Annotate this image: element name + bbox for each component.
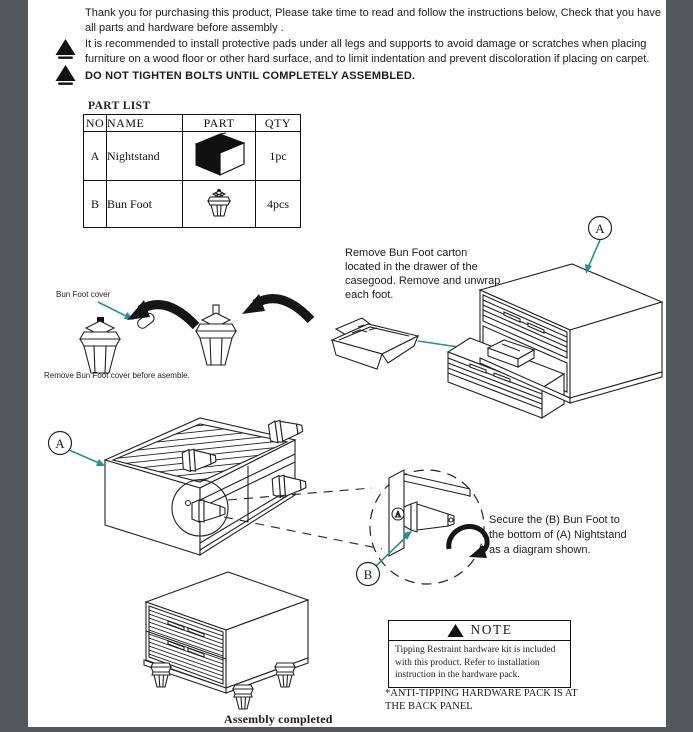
nightstand-upside-down-illustration [105, 418, 295, 555]
curved-arrow-icon [242, 294, 311, 320]
bun-foot-icon [206, 187, 232, 217]
row-b-qty: 4pcs [256, 181, 301, 228]
row-a-no: A [84, 132, 107, 181]
header-qty: QTY [256, 115, 301, 132]
bun-foot-installed [151, 663, 171, 687]
panel-label-a-text: A [395, 510, 401, 519]
assembly-completed-caption: Assembly completed [224, 712, 333, 726]
anti-tipping-note: *ANTI-TIPPING HARDWARE PACK IS AT THE BACK PANEL [385, 688, 578, 713]
foot-attachment-detail-illustration [370, 470, 487, 584]
secure-foot-instruction [489, 513, 659, 558]
note-title: NOTE [470, 622, 513, 637]
header-part: PART [183, 115, 256, 132]
rotate-clockwise-arrow-icon [449, 527, 487, 558]
bun-foot-with-cover [80, 317, 120, 373]
bun-foot-installed [275, 663, 295, 687]
warning-pads-text: It is recommended to install protective pads under all legs and supports to avoid damage or scratches when placing furniture on a wood floor or other hard surface, and to limit indentation and prevent discoloration if placing on carpet. [85, 38, 650, 65]
warning-triangle-icon [447, 623, 464, 638]
row-b-name: Bun Foot [107, 181, 183, 228]
table-row-nightstand [84, 132, 301, 181]
row-b-part [183, 181, 256, 228]
cover-removal-caption: Remove Bun Foot cover before asemble. [44, 371, 190, 380]
row-a-name: Nightstand [107, 132, 183, 181]
label-a-marker [49, 432, 106, 467]
bun-foot-cover-step-illustration [80, 294, 311, 373]
row-a-qty: 1pc [256, 132, 301, 181]
warning-triangle-icon [55, 38, 76, 60]
table-row-bun-foot [84, 181, 301, 228]
carton-box-icon [190, 132, 248, 176]
bun-foot-being-attached [404, 502, 454, 532]
secure-line-1: Secure the (B) Bun Foot to [489, 514, 620, 526]
note-header [389, 621, 570, 641]
note-body-text: Tipping Restraint hardware kit is included with this product. Refer to installation instruction in the hardware pack. [395, 645, 556, 681]
bun-foot-cover-label: Bun Foot cover [56, 290, 111, 299]
warning-bolts-text: DO NOT TIGHTEN BOLTS UNTIL COMPLETELY ASSEMBLED. [85, 70, 416, 82]
row-a-part [183, 132, 256, 181]
label-b-marker [357, 531, 413, 586]
bun-foot-unwrapped [196, 305, 236, 365]
note-box [388, 620, 571, 688]
label-a-text: A [55, 436, 65, 451]
svg-text:!: ! [452, 626, 458, 637]
part-list-table [83, 114, 301, 228]
secure-line-2: the bottom of (A) Nightstand [489, 528, 627, 541]
screw-hole [186, 501, 191, 506]
label-a-text: A [595, 221, 605, 236]
svg-text:!: ! [63, 44, 68, 56]
intro-paragraph: Thank you for purchasing this product, Please take time to read and follow the instructions below, Check that you have all parts and hardware before assembly . [85, 7, 661, 34]
bun-foot-attached [268, 417, 304, 443]
remove-carton-instruction: Remove Bun Foot carton located in the drawer of the casegood. Remove and unwrap each foot. [345, 247, 501, 302]
part-list-title: PART LIST [88, 100, 151, 112]
warning-triangle-icon [55, 64, 76, 86]
part-list-header-row [84, 115, 301, 132]
header-name: NAME [107, 115, 183, 132]
svg-text:!: ! [63, 70, 68, 82]
secure-line-3: as a diagram shown. [489, 543, 591, 556]
label-a-marker [585, 217, 612, 275]
bun-foot-installed [233, 685, 253, 709]
row-b-no: B [84, 181, 107, 228]
header-no: NO [84, 115, 107, 132]
label-b-text: B [363, 567, 373, 582]
bun-foot-attached [272, 474, 306, 498]
